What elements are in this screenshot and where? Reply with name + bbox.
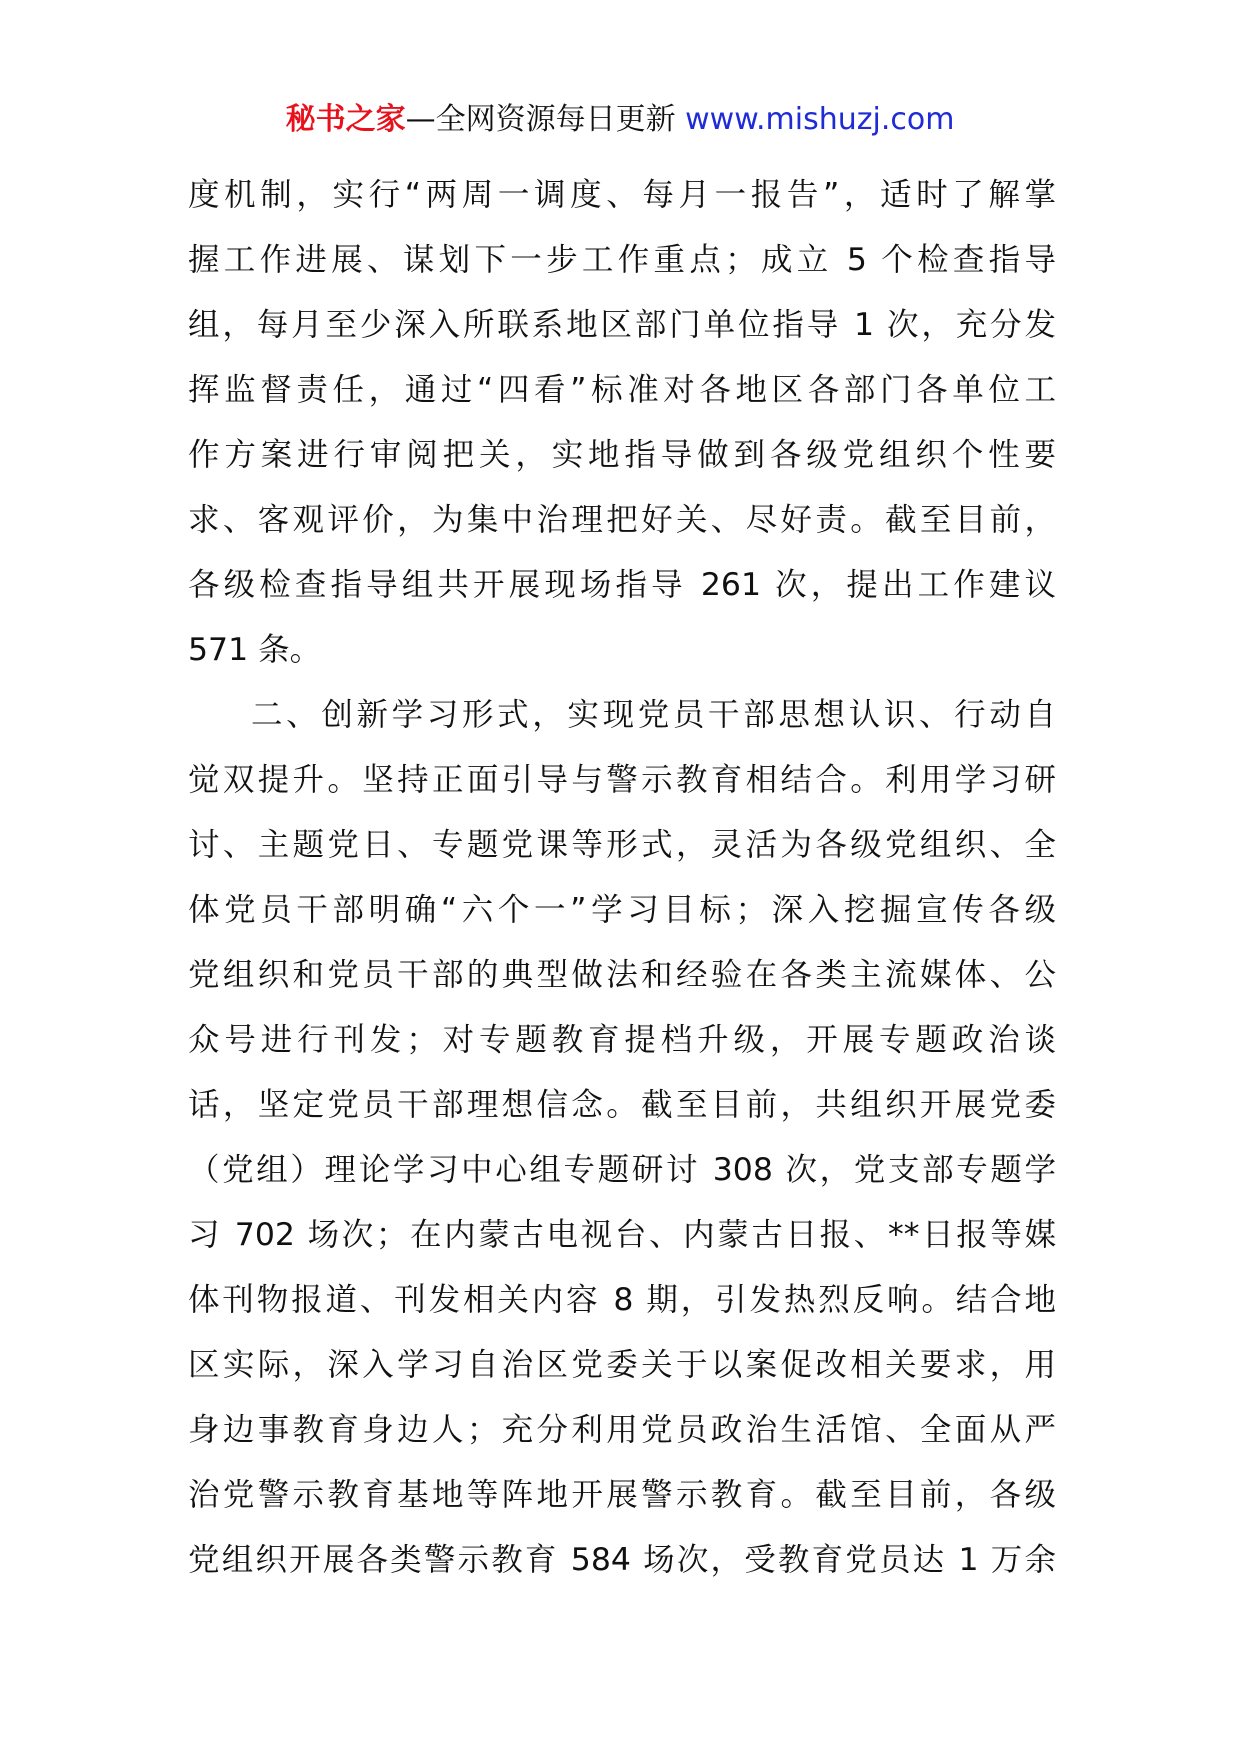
text-line: 挥监督责任，通过“四看”标准对各地区各部门各单位工	[188, 372, 1056, 408]
text-line: 党组织和党员干部的典型做法和经验在各类主流媒体、公	[188, 957, 1056, 993]
text-line: 习 702 场次；在内蒙古电视台、内蒙古日报、**日报等媒	[188, 1217, 1056, 1253]
section-heading-line: 二、创新学习形式，实现党员干部思想认识、行动自	[251, 697, 1056, 733]
text-line: （党组）理论学习中心组专题研讨 308 次，党支部专题学	[188, 1152, 1056, 1188]
site-url-link[interactable]: www.mishuzj.com	[685, 102, 955, 137]
text-line: 571 条。	[188, 632, 322, 668]
text-line: 各级检查指导组共开展现场指导 261 次，提出工作建议	[188, 567, 1056, 603]
text-line: 握工作进展、谋划下一步工作重点；成立 5 个检查指导	[188, 242, 1056, 278]
text-line: 身边事教育身边人；充分利用党员政治生活馆、全面从严	[188, 1412, 1056, 1448]
text-line: 治党警示教育基地等阵地开展警示教育。截至目前，各级	[188, 1477, 1056, 1513]
document-body	[188, 163, 1056, 1593]
text-line: 讨、主题党日、专题党课等形式，灵活为各级党组织、全	[188, 827, 1056, 863]
text-line: 度机制，实行“两周一调度、每月一报告”，适时了解掌	[188, 177, 1056, 213]
text-line: 组，每月至少深入所联系地区部门单位指导 1 次，充分发	[188, 307, 1056, 343]
text-line: 觉双提升。坚持正面引导与警示教育相结合。利用学习研	[188, 762, 1056, 798]
text-line: 体刊物报道、刊发相关内容 8 期，引发热烈反响。结合地	[188, 1282, 1056, 1318]
site-header	[0, 100, 1240, 140]
text-line: 作方案进行审阅把关，实地指导做到各级党组织个性要	[188, 437, 1056, 473]
site-tagline: —全网资源每日更新	[405, 102, 686, 137]
text-line: 党组织开展各类警示教育 584 场次，受教育党员达 1 万余	[188, 1542, 1056, 1578]
text-line: 话，坚定党员干部理想信念。截至目前，共组织开展党委	[188, 1087, 1056, 1123]
text-line: 体党员干部明确“六个一”学习目标；深入挖掘宣传各级	[188, 892, 1056, 928]
site-brand: 秘书之家	[285, 102, 406, 137]
text-line: 区实际，深入学习自治区党委关于以案促改相关要求，用	[188, 1347, 1056, 1383]
text-line: 众号进行刊发；对专题教育提档升级，开展专题政治谈	[188, 1022, 1056, 1058]
text-line: 求、客观评价，为集中治理把好关、尽好责。截至目前，	[188, 502, 1056, 538]
